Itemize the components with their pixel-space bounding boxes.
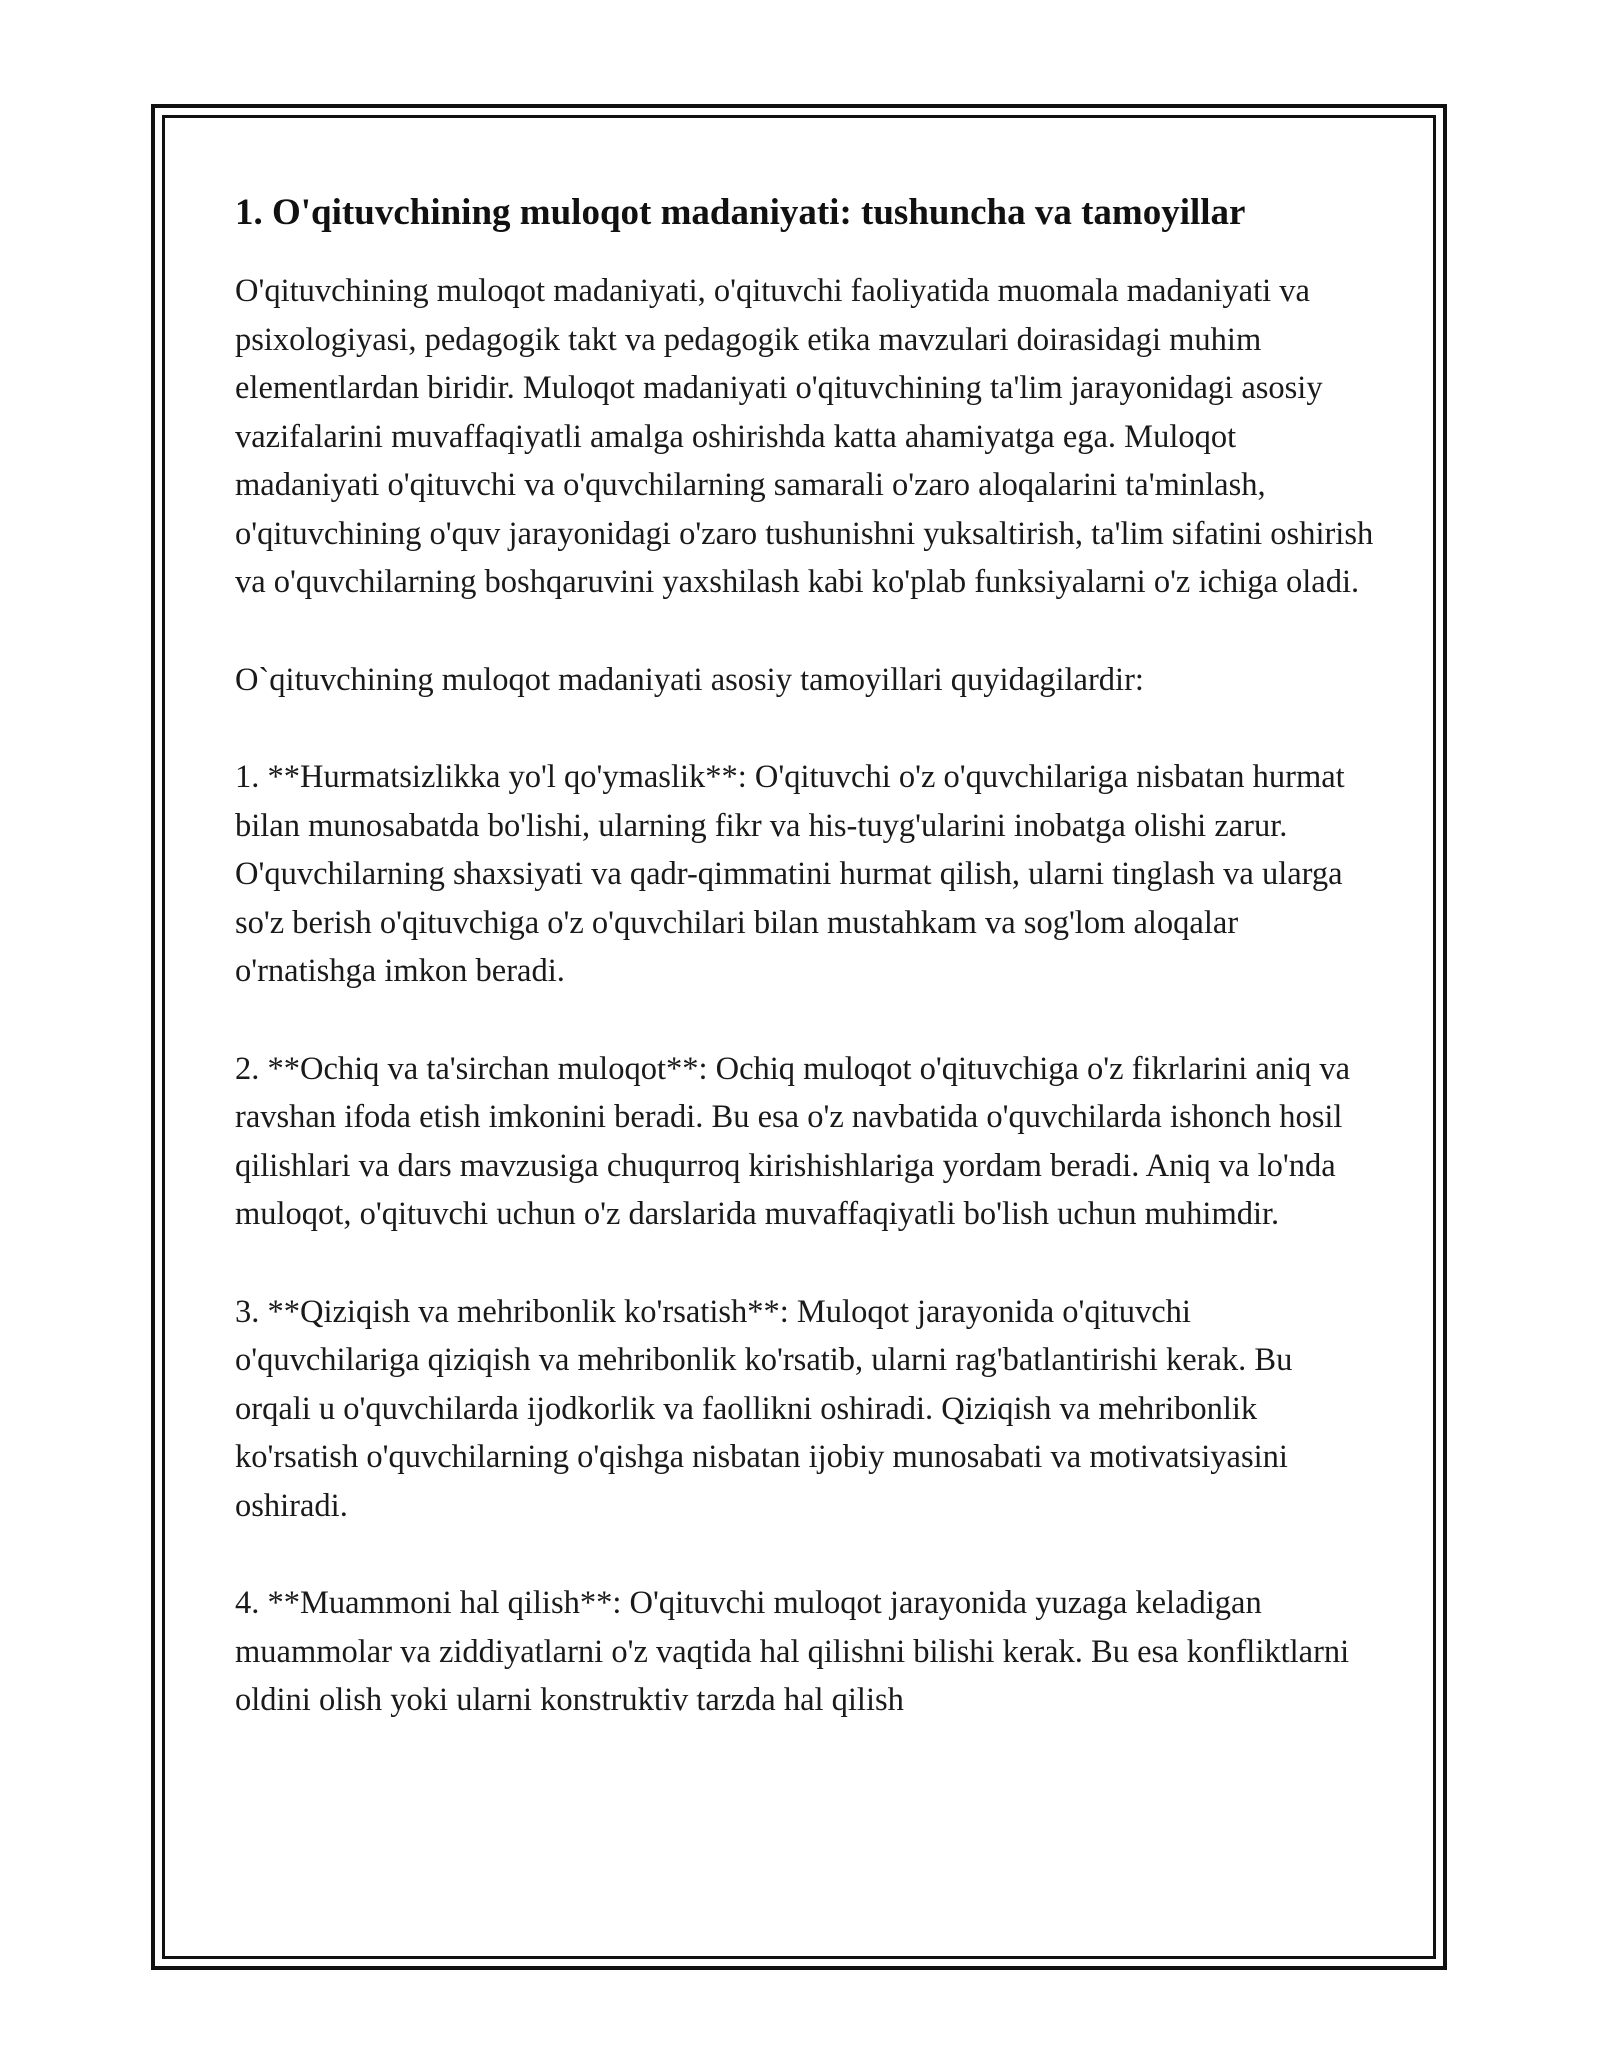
- principles-intro-paragraph: O`qituvchining muloqot madaniyati asosiy tamoyillari quyidagilardir:: [235, 661, 1144, 698]
- principle-2-paragraph: 2. **Ochiq va ta'sirchan muloqot**: Ochiq muloqot o'qituvchiga o'z fikrlarini aniq va ravshan ifoda etish imkonini beradi. Bu esa o'z navbatida o'quvchilarda ishonch hosil qilishlari va dars mavzusiga chuqurroq kirishishlariga yordam beradi. Aniq va lo'nda muloqot, o'qituvchi uchun o'z darslarida muvaffaqiyatli bo'lish uchun muhimdir.: [235, 1050, 1351, 1232]
- document-body: [235, 185, 1375, 1725]
- principle-1-paragraph: 1. **Hurmatsizlikka yo'l qo'ymaslik**: O'qituvchi o'z o'quvchilariga nisbatan hurmat bilan munosabatda bo'lishi, ularning fikr va his-tuyg'ularini inobatga olishi zarur. O'quvchilarning shaxsiyati va qadr-qimmatini hurmat qilish, ularni tinglash va ularga so'z berish o'qituvchiga o'z o'quvchilari bilan mustahkam va sog'lom aloqalar o'rnatishga imkon beradi.: [235, 759, 1345, 989]
- section-title: 1. O'qituvchining muloqot madaniyati: tushuncha va tamoyillar: [235, 192, 1246, 233]
- intro-paragraph: O'qituvchining muloqot madaniyati, o'qituvchi faoliyatida muomala madaniyati va psixologiyasi, pedagogik takt va pedagogik etika mavzulari doirasidagi muhim elementlardan biridir. Muloqot madaniyati o'qituvchining ta'lim jarayonidagi asosiy vazifalarini muvaffaqiyatli amalga oshirishda katta ahamiyatga ega. Muloqot madaniyati o'qituvchi va o'quvchilarning samarali o'zaro aloqalarini ta'minlash, o'qituvchining o'quv jarayonidagi o'zaro tushunishni yuksaltirish, ta'lim sifatini oshirish va o'quvchilarning boshqaruvini yaxshilash kabi ko'plab funksiyalarni o'z ichiga oladi.: [235, 273, 1374, 600]
- principle-4-paragraph: 4. **Muammoni hal qilish**: O'qituvchi muloqot jarayonida yuzaga keladigan muammolar va ziddiyatlarni o'z vaqtida hal qilishni bilishi kerak. Bu esa konfliktlarni oldini olish yoki ularni konstruktiv tarzda hal qilish: [235, 1585, 1350, 1718]
- principle-3-paragraph: 3. **Qiziqish va mehribonlik ko'rsatish**: Muloqot jarayonida o'qituvchi o'quvchilariga qiziqish va mehribonlik ko'rsatib, ularni rag'batlantirishi kerak. Bu orqali u o'quvchilarda ijodkorlik va faollikni oshiradi. Qiziqish va mehribonlik ko'rsatish o'quvchilarning o'qishga nisbatan ijobiy munosabati va motivatsiyasini oshiradi.: [235, 1293, 1293, 1524]
